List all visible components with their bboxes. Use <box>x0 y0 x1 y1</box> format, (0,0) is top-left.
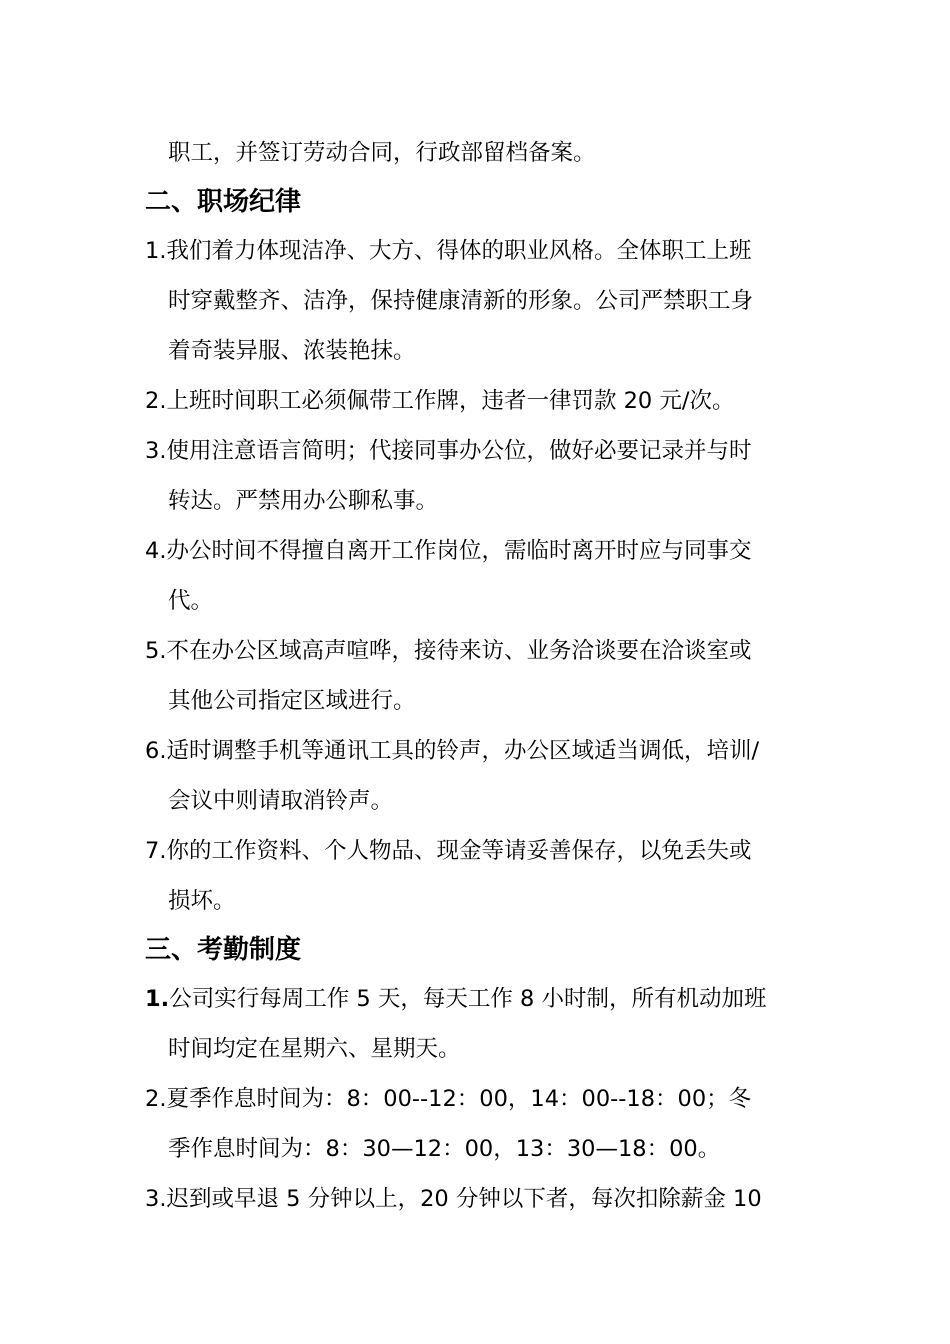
item-text: 办公时间不得擅自离开工作岗位，需临时离开时应与同事交 <box>166 538 752 564</box>
list-item <box>145 626 810 726</box>
list-item <box>145 426 810 526</box>
item-text: 其他公司指定区域进行。 <box>168 688 416 714</box>
list-item <box>145 1174 810 1224</box>
item-text: 你的工作资料、个人物品、现金等请妥善保存，以免丢失或 <box>166 838 752 864</box>
section-heading-attendance: 三、考勤制度 <box>145 935 302 965</box>
item-number: 4. <box>145 538 167 564</box>
document-body <box>145 128 810 1224</box>
item-number: 6. <box>145 738 167 764</box>
item-text: 季作息时间为：8：30—12：00，13：30—18：00。 <box>168 1136 721 1162</box>
list-item <box>145 974 810 1074</box>
list-item <box>145 376 810 426</box>
item-number: 5. <box>145 638 167 664</box>
item-text: 会议中则请取消铃声。 <box>168 788 394 814</box>
item-number: 3. <box>145 438 167 464</box>
list-item <box>145 1074 810 1174</box>
paragraph-line: 职工，并签订劳动合同，行政部留档备案。 <box>168 140 596 166</box>
item-text: 转达。严禁用办公聊私事。 <box>168 488 439 514</box>
item-text: 适时调整手机等通讯工具的铃声，办公区域适当调低，培训/ <box>166 738 760 764</box>
item-text: 代。 <box>168 588 214 614</box>
item-number: 1. <box>145 986 170 1012</box>
item-number: 3. <box>145 1186 167 1212</box>
item-number: 7. <box>145 838 167 864</box>
list-item <box>145 226 810 376</box>
item-number: 1. <box>145 238 167 264</box>
item-number: 2. <box>145 1086 167 1112</box>
section-heading-workplace-discipline: 二、职场纪律 <box>145 187 302 217</box>
item-text: 公司实行每周工作 5 天，每天工作 8 小时制，所有机动加班 <box>169 986 767 1012</box>
item-text: 迟到或早退 5 分钟以上，20 分钟以下者，每次扣除薪金 10 <box>166 1186 762 1212</box>
item-text: 着奇装异服、浓装艳抹。 <box>168 338 416 364</box>
item-text: 损坏。 <box>168 888 236 914</box>
item-text: 使用注意语言简明；代接同事办公位，做好必要记录并与时 <box>166 438 752 464</box>
list-item <box>145 826 810 926</box>
list-item <box>145 526 810 626</box>
item-text: 不在办公区域高声喧哗，接待来访、业务洽谈要在洽谈室或 <box>166 638 752 664</box>
item-text: 我们着力体现洁净、大方、得体的职业风格。全体职工上班 <box>166 238 752 264</box>
item-text: 夏季作息时间为：8：00--12：00，14：00--18：00；冬 <box>166 1086 752 1112</box>
item-text: 时穿戴整齐、洁净，保持健康清新的形象。公司严禁职工身 <box>168 288 754 314</box>
item-text: 上班时间职工必须佩带工作牌，违者一律罚款 20 元/次。 <box>166 388 735 414</box>
item-text: 时间均定在星期六、星期天。 <box>168 1036 461 1062</box>
list-item <box>145 726 810 826</box>
item-number: 2. <box>145 388 167 414</box>
